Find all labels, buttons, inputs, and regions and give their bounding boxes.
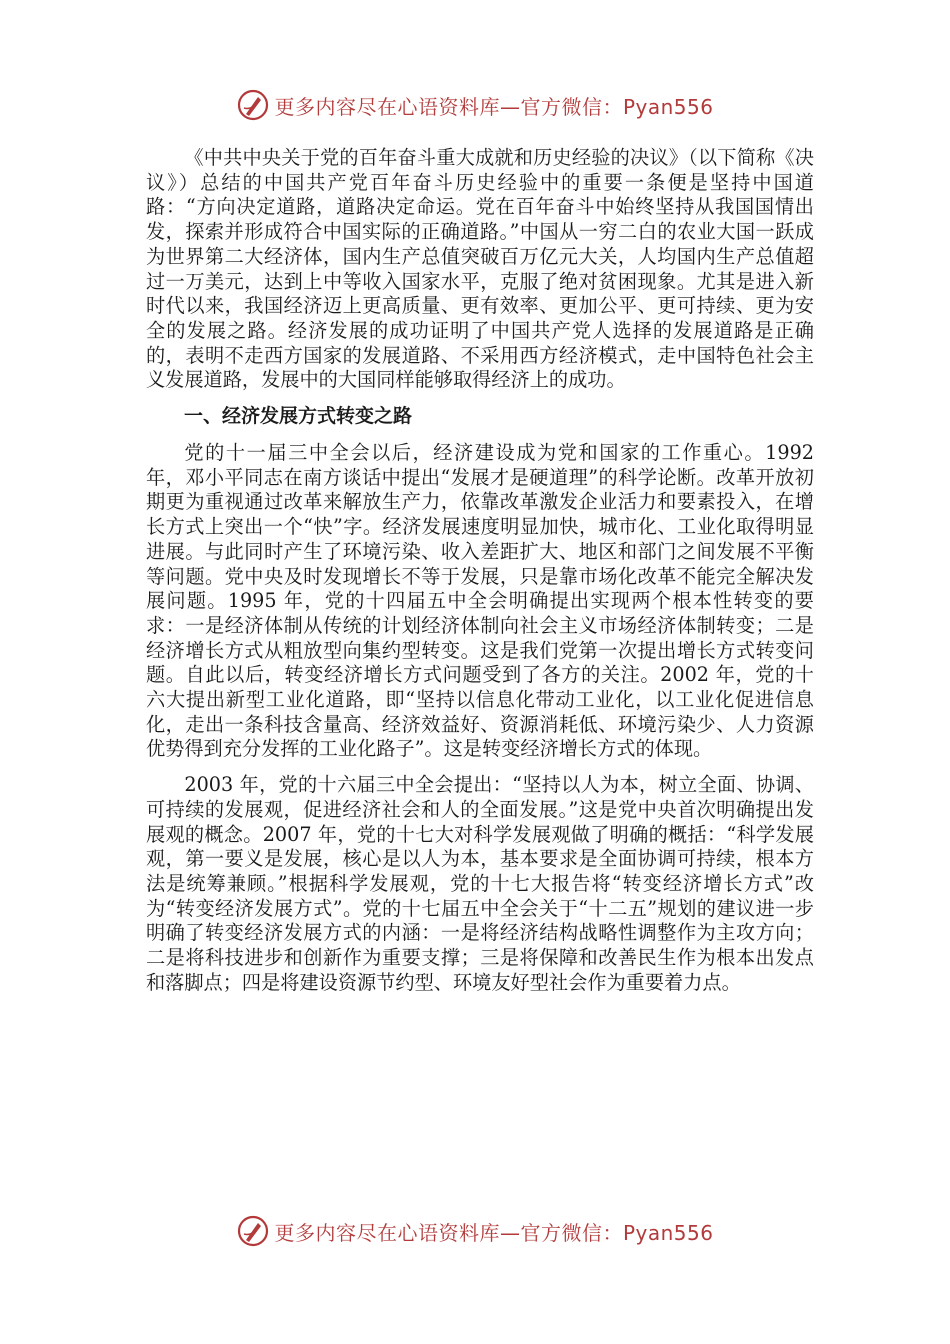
section-paragraph-1: 党的十一届三中全会以后，经济建设成为党和国家的工作重心。1992 年，邓小平同志在南方谈话中提出“发展才是硬道理”的科学论断。改革开放初期更为重视通过改革来解放生产力，依靠改革激发企业活力和要素投入，在增长方式上突出一个“快”字。经济发展速度明显加快，城市化、工业化取得明显进展。与此同时产生了环境污染、收入差距扩大、地区和部门之间发展不平衡等问题。党中央及时发现增长不等于发展，只是靠市场化改革不能完全解决发展问题。1995 年，党的十四届五中全会明确提出实现两个根本性转变的要求：一是经济体制从传统的计划经济体制向社会主义市场经济体制转变；二是经济增长方式从粗放型向集约型转变。这是我们党第一次提出增长方式转变问题。自此以后，转变经济增长方式问题受到了各方的关注。2002 年，党的十六大提出新型工业化道路，即“坚持以信息化带动工业化，以工业化促进信息化，走出一条科技含量高、经济效益好、资源消耗低、环境污染少、人力资源优势得到充分发挥的工业化路子”。这是转变经济增长方式的体现。 xyxy=(146,441,814,761)
pen-nib-logo-icon xyxy=(236,88,270,122)
document-body xyxy=(146,146,814,996)
section-paragraph-2: 2003 年，党的十六届三中全会提出：“坚持以人为本，树立全面、协调、可持续的发展观，促进经济社会和人的全面发展。”这是党中央首次明确提出发展观的概念。2007 年，党的十七大对科学发展观做了明确的概括：“科学发展观，第一要义是发展，核心是以人为本，基本要求是全面协调可持续，根本方法是统筹兼顾。”根据科学发展观，党的十七大报告将“转变经济增长方式”改为“转变经济发展方式”。党的十七届五中全会关于“十二五”规划的建议进一步明确了转变经济发展方式的内涵：一是将经济结构战略性调整作为主攻方向；二是将科技进步和创新作为重要支撑；三是将保障和改善民生作为根本出发点和落脚点；四是将建设资源节约型、环境友好型社会作为重要着力点。 xyxy=(146,773,814,994)
footer-banner-text: 更多内容尽在心语资料库—官方微信：Pyan556 xyxy=(274,1220,714,1245)
section-heading: 一、经济发展方式转变之路 xyxy=(184,405,413,428)
pen-nib-logo-icon xyxy=(236,1214,270,1248)
intro-paragraph: 《中共中央关于党的百年奋斗重大成就和历史经验的决议》（以下简称《决议》）总结的中国共产党百年奋斗历史经验中的重要一条便是坚持中国道路：“方向决定道路，道路决定命运。党在百年奋斗中始终坚持从我国国情出发，探索并形成符合中国实际的正确道路。”中国从一穷二白的农业大国一跃成为世界第二大经济体，国内生产总值突破百万亿元大关，人均国内生产总值超过一万美元，达到上中等收入国家水平，克服了绝对贫困现象。尤其是进入新时代以来，我国经济迈上更高质量、更有效率、更加公平、更可持续、更为安全的发展之路。经济发展的成功证明了中国共产党人选择的发展道路是正确的，表明不走西方国家的发展道路、不采用西方经济模式，走中国特色社会主义发展道路，发展中的大国同样能够取得经济上的成功。 xyxy=(146,146,814,392)
footer-banner xyxy=(0,1212,950,1250)
header-banner xyxy=(0,86,950,124)
header-banner-text: 更多内容尽在心语资料库—官方微信：Pyan556 xyxy=(274,94,714,119)
